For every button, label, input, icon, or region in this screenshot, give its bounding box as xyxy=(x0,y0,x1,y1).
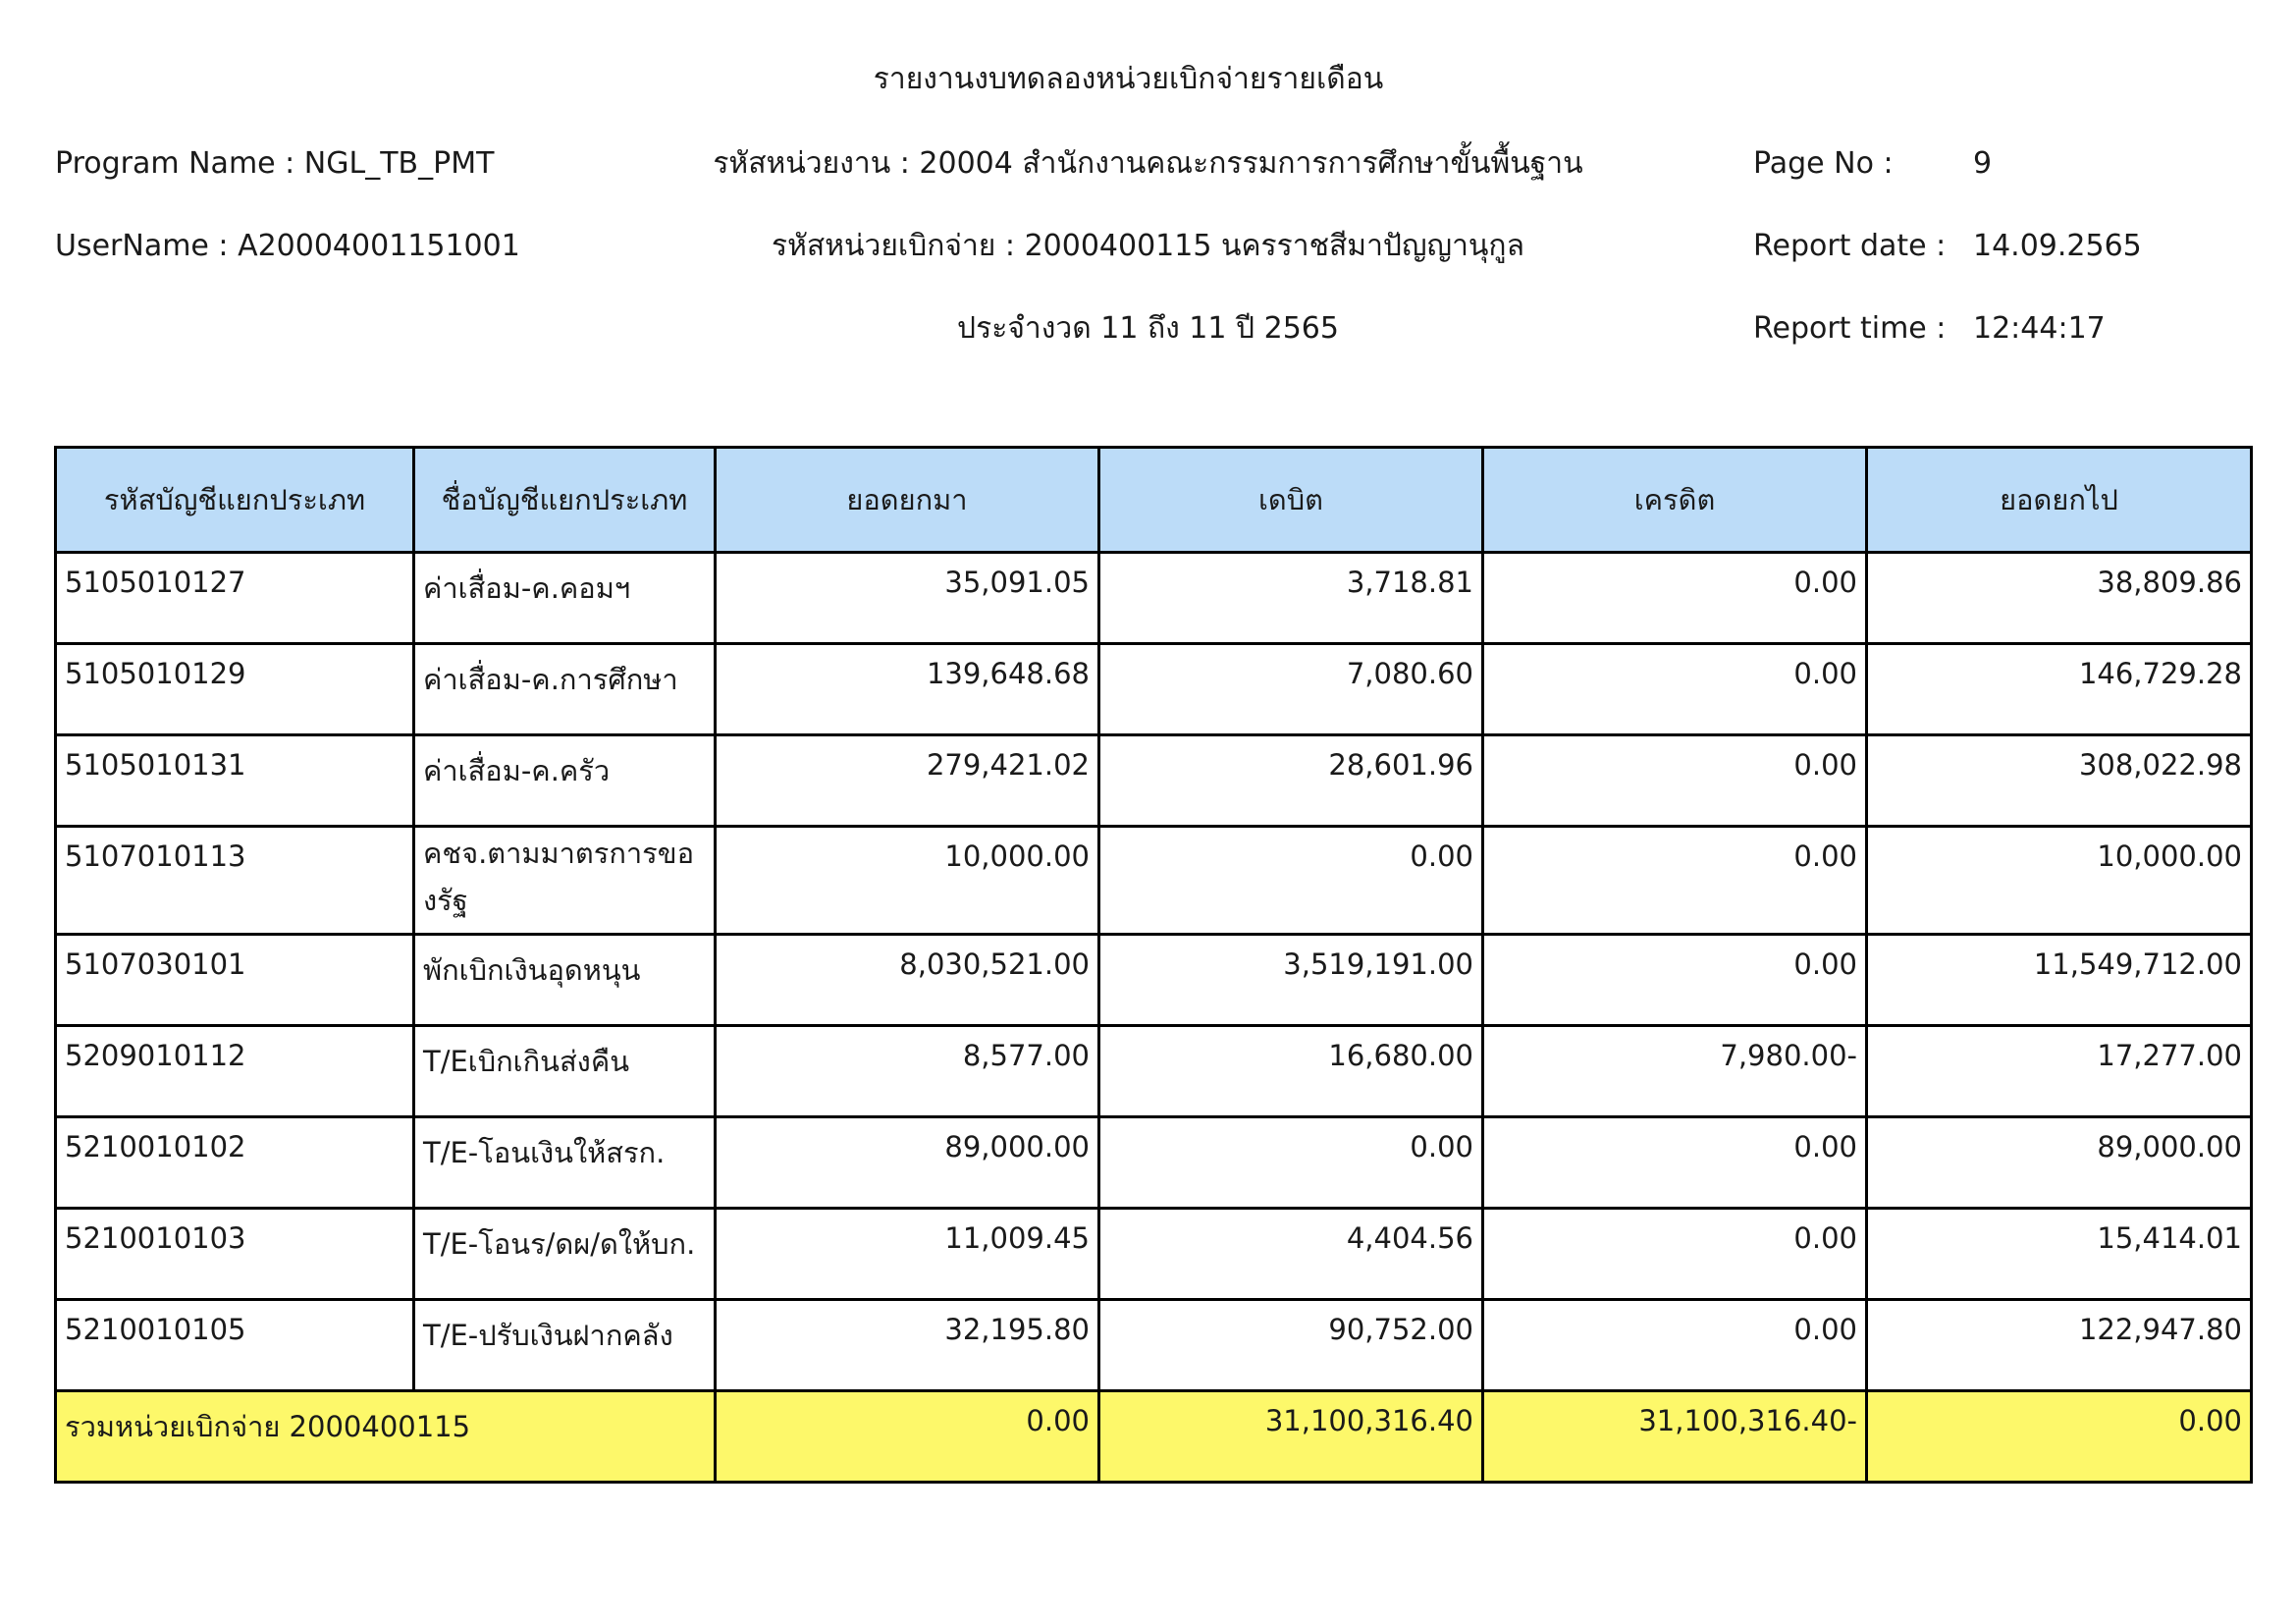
table-row xyxy=(56,827,2252,935)
table-row xyxy=(56,553,2252,644)
brought-forward: 11,009.45 xyxy=(716,1209,1099,1300)
account-code: 5210010103 xyxy=(56,1209,414,1300)
account-name: T/Eเบิกเกินส่งคืน xyxy=(414,1026,716,1117)
brought-forward: 8,030,521.00 xyxy=(716,935,1099,1026)
carried-forward: 308,022.98 xyxy=(1867,735,2252,827)
account-code: 5210010105 xyxy=(56,1300,414,1391)
period-line: ประจำงวด 11 ถึง 11 ปี 2565 xyxy=(957,311,1339,346)
carried-forward: 146,729.28 xyxy=(1867,644,2252,735)
total-brought-forward: 0.00 xyxy=(716,1391,1099,1483)
credit: 0.00 xyxy=(1483,827,1867,935)
brought-forward: 89,000.00 xyxy=(716,1117,1099,1209)
total-row xyxy=(56,1391,2252,1483)
account-name: T/E-โอนร/ดผ/ดให้บก. xyxy=(414,1209,716,1300)
page-no-value: 9 xyxy=(1973,146,1993,181)
account-name: ค่าเสื่อม-ค.การศึกษา xyxy=(414,644,716,735)
credit: 0.00 xyxy=(1483,644,1867,735)
brought-forward: 8,577.00 xyxy=(716,1026,1099,1117)
report-title: รายงานงบทดลองหน่วยเบิกจ่ายรายเดือน xyxy=(873,62,1384,96)
debit: 7,080.60 xyxy=(1099,644,1483,735)
col-header-name: ชื่อบัญชีแยกประเภท xyxy=(414,448,716,553)
debit: 3,718.81 xyxy=(1099,553,1483,644)
debit: 28,601.96 xyxy=(1099,735,1483,827)
table-row xyxy=(56,644,2252,735)
brought-forward: 279,421.02 xyxy=(716,735,1099,827)
carried-forward: 10,000.00 xyxy=(1867,827,2252,935)
account-code: 5105010129 xyxy=(56,644,414,735)
brought-forward: 10,000.00 xyxy=(716,827,1099,935)
credit: 0.00 xyxy=(1483,1300,1867,1391)
table-row xyxy=(56,935,2252,1026)
credit: 0.00 xyxy=(1483,553,1867,644)
debit: 0.00 xyxy=(1099,827,1483,935)
account-code: 5105010131 xyxy=(56,735,414,827)
brought-forward: 35,091.05 xyxy=(716,553,1099,644)
account-code: 5107030101 xyxy=(56,935,414,1026)
account-name: T/E-โอนเงินให้สรก. xyxy=(414,1117,716,1209)
account-name: คชจ.ตามมาตรการของรัฐ xyxy=(414,827,716,935)
brought-forward: 32,195.80 xyxy=(716,1300,1099,1391)
report-date-label: Report date : xyxy=(1753,229,1947,263)
account-code: 5107010113 xyxy=(56,827,414,935)
account-name: ค่าเสื่อม-ค.คอมฯ xyxy=(414,553,716,644)
debit: 90,752.00 xyxy=(1099,1300,1483,1391)
credit: 0.00 xyxy=(1483,1117,1867,1209)
account-name: T/E-ปรับเงินฝากคลัง xyxy=(414,1300,716,1391)
total-credit: 31,100,316.40- xyxy=(1483,1391,1867,1483)
debit: 16,680.00 xyxy=(1099,1026,1483,1117)
table-row xyxy=(56,1300,2252,1391)
total-carried-forward: 0.00 xyxy=(1867,1391,2252,1483)
agency-line: รหัสหน่วยงาน : 20004 สำนักงานคณะกรรมการการศึกษาขั้นพื้นฐาน xyxy=(713,146,1583,181)
account-name: ค่าเสื่อม-ค.ครัว xyxy=(414,735,716,827)
debit: 3,519,191.00 xyxy=(1099,935,1483,1026)
brought-forward: 139,648.68 xyxy=(716,644,1099,735)
col-header-debit: เดบิต xyxy=(1099,448,1483,553)
debit: 4,404.56 xyxy=(1099,1209,1483,1300)
total-label: รวมหน่วยเบิกจ่าย 2000400115 xyxy=(56,1391,716,1483)
carried-forward: 17,277.00 xyxy=(1867,1026,2252,1117)
total-debit: 31,100,316.40 xyxy=(1099,1391,1483,1483)
table-row xyxy=(56,1026,2252,1117)
disbursing-unit-line: รหัสหน่วยเบิกจ่าย : 2000400115 นครราชสีมาปัญญานุกูล xyxy=(772,229,1524,263)
user-name: UserName : A20004001151001 xyxy=(55,229,520,263)
carried-forward: 122,947.80 xyxy=(1867,1300,2252,1391)
credit: 7,980.00- xyxy=(1483,1026,1867,1117)
credit: 0.00 xyxy=(1483,935,1867,1026)
col-header-credit: เครดิต xyxy=(1483,448,1867,553)
carried-forward: 38,809.86 xyxy=(1867,553,2252,644)
carried-forward: 89,000.00 xyxy=(1867,1117,2252,1209)
report-time-label: Report time : xyxy=(1753,311,1947,346)
report-date-value: 14.09.2565 xyxy=(1973,229,2142,263)
col-header-code: รหัสบัญชีแยกประเภท xyxy=(56,448,414,553)
carried-forward: 11,549,712.00 xyxy=(1867,935,2252,1026)
credit: 0.00 xyxy=(1483,1209,1867,1300)
table-header-row xyxy=(56,448,2252,553)
carried-forward: 15,414.01 xyxy=(1867,1209,2252,1300)
report-time-value: 12:44:17 xyxy=(1973,311,2106,346)
table-row xyxy=(56,1209,2252,1300)
table-row xyxy=(56,735,2252,827)
credit: 0.00 xyxy=(1483,735,1867,827)
debit: 0.00 xyxy=(1099,1117,1483,1209)
table-row xyxy=(56,1117,2252,1209)
account-name: พักเบิกเงินอุดหนุน xyxy=(414,935,716,1026)
account-code: 5105010127 xyxy=(56,553,414,644)
col-header-brought-forward: ยอดยกมา xyxy=(716,448,1099,553)
col-header-carried-forward: ยอดยกไป xyxy=(1867,448,2252,553)
trial-balance-table xyxy=(54,446,2253,1484)
page-no-label: Page No : xyxy=(1753,146,1894,181)
program-name: Program Name : NGL_TB_PMT xyxy=(55,146,495,181)
account-code: 5209010112 xyxy=(56,1026,414,1117)
account-code: 5210010102 xyxy=(56,1117,414,1209)
